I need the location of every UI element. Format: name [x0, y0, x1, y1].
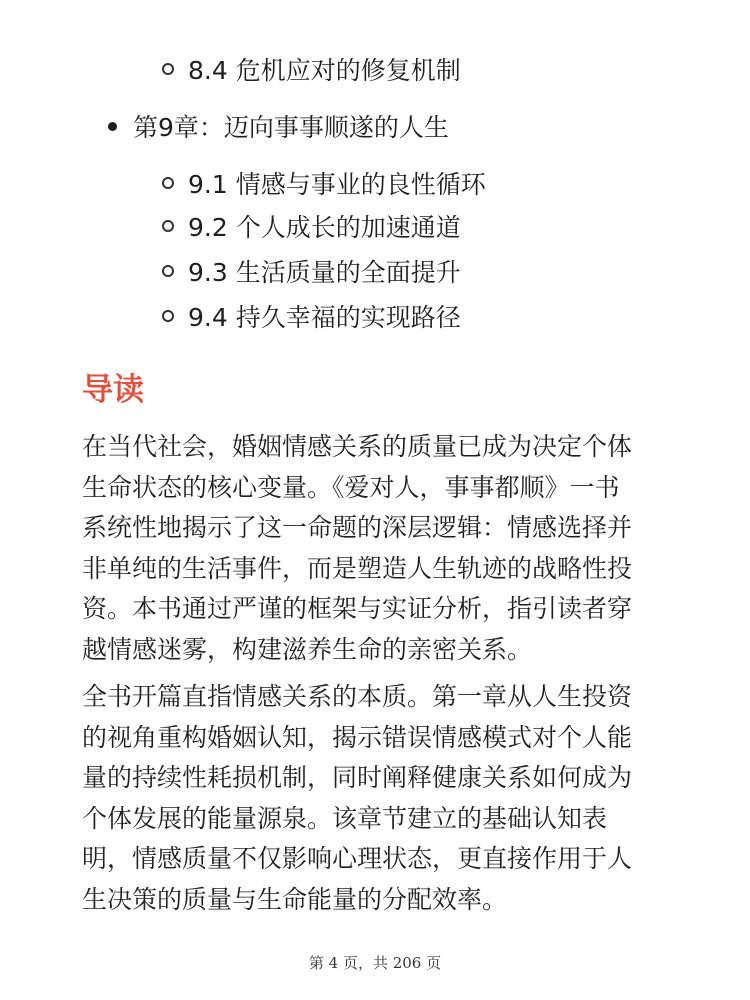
paragraph-line: 量的持续性耗损机制，同时阐释健康关系如何成为 — [82, 763, 633, 792]
paragraph-line: 系统性地揭示了这一命题的深层逻辑：情感选择并 — [82, 513, 633, 542]
hollow-bullet-icon — [162, 177, 174, 189]
solid-bullet-icon — [108, 122, 117, 131]
body-paragraph — [82, 427, 682, 670]
paragraph-line: 生命状态的核心变量。《爱对人，事事都顺》一书 — [82, 472, 620, 502]
toc-subitem-label: 9.4 持久幸福的实现路径 — [188, 303, 461, 332]
section-heading: 导读 — [82, 372, 144, 408]
toc-chapter-item — [108, 111, 449, 145]
paragraph-line: 越情感迷雾，构建滋养生命的亲密关系。 — [82, 634, 533, 664]
hollow-bullet-icon — [162, 310, 174, 322]
paragraph-line: 明，情感质量不仅影响心理状态，更直接作用于人 — [82, 844, 633, 873]
toc-subitem — [162, 54, 461, 88]
hollow-bullet-icon — [162, 63, 174, 75]
toc-subitem-label: 9.2 个人成长的加速通道 — [188, 213, 461, 242]
paragraph-line: 的视角重构婚姻认知，揭示错误情感模式对个人能 — [82, 722, 633, 752]
toc-subitem — [162, 211, 461, 245]
toc-subitem-label: 8.4 危机应对的修复机制 — [188, 56, 461, 85]
hollow-bullet-icon — [162, 265, 174, 277]
paragraph-line: 生决策的质量与生命能量的分配效率。 — [82, 884, 508, 914]
paragraph-line: 个体发展的能量源泉。该章节建立的基础认知表 — [82, 803, 608, 833]
paragraph-line: 全书开篇直指情感关系的本质。第一章从人生投资 — [82, 682, 633, 711]
page-number-footer: 第 4 页，共 206 页 — [308, 954, 442, 972]
hollow-bullet-icon — [162, 220, 174, 232]
body-paragraph — [82, 677, 682, 920]
paragraph-line: 资。本书通过严谨的框架与实证分析，指引读者穿 — [82, 594, 633, 623]
paragraph-line: 在当代社会，婚姻情感关系的质量已成为决定个体 — [82, 432, 633, 461]
toc-chapter-label: 第9章：迈向事事顺遂的人生 — [133, 113, 449, 142]
paragraph-line: 非单纯的生活事件，而是塑造人生轨迹的战略性投 — [82, 553, 633, 583]
toc-subitem — [162, 168, 486, 202]
toc-subitem — [162, 256, 461, 290]
toc-subitem-label: 9.3 生活质量的全面提升 — [188, 258, 461, 287]
toc-subitem — [162, 301, 461, 335]
toc-subitem-label: 9.1 情感与事业的良性循环 — [188, 170, 486, 199]
